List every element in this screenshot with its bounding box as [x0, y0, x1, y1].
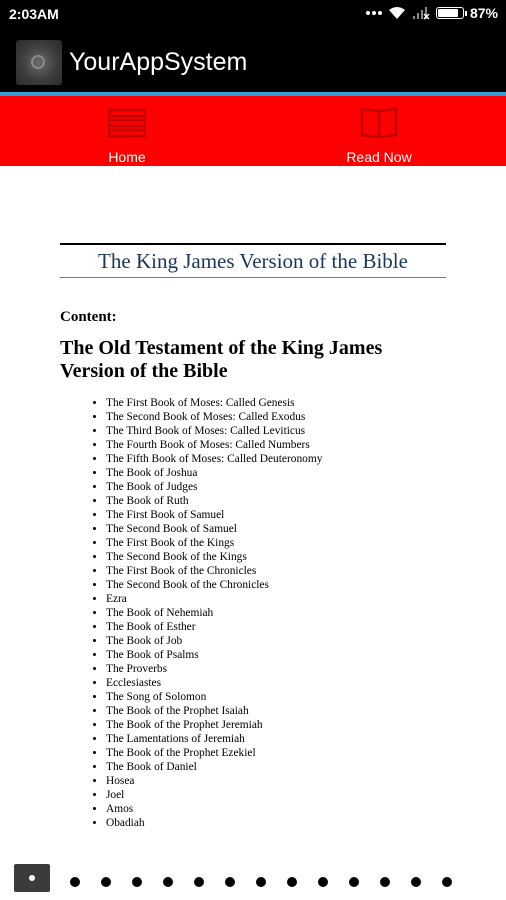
pager-dot[interactable] — [411, 877, 421, 887]
book-list — [60, 396, 446, 830]
nav-home-button[interactable] — [47, 96, 207, 166]
book-list-item[interactable]: • The Second Book of Samuel — [106, 522, 446, 536]
book-list-item[interactable]: • The Second Book of Moses: Called Exodus — [106, 410, 446, 424]
page-indicator — [0, 860, 506, 896]
status-time: 2:03AM — [9, 6, 59, 22]
book-list-item[interactable]: • The Proverbs — [106, 662, 446, 676]
book-list-item[interactable]: • Amos — [106, 802, 446, 816]
title-rule-bottom — [60, 277, 446, 278]
book-list-item[interactable]: • The First Book of the Kings — [106, 536, 446, 550]
pager-dot[interactable] — [349, 877, 359, 887]
pager-dot[interactable] — [256, 877, 266, 887]
book-list-item[interactable]: • The Book of the Prophet Jeremiah — [106, 718, 446, 732]
battery-level — [438, 9, 458, 17]
nav-read-now-button[interactable] — [299, 96, 459, 166]
book-list-item[interactable]: • The First Book of the Chronicles — [106, 564, 446, 578]
book-list-item[interactable]: • The Book of Esther — [106, 620, 446, 634]
book-list-item[interactable]: • Ecclesiastes — [106, 676, 446, 690]
book-list-item[interactable]: • Ezra — [106, 592, 446, 606]
pager-dot[interactable] — [225, 877, 235, 887]
document-title: The King James Version of the Bible — [98, 249, 408, 273]
pager-dot[interactable] — [380, 877, 390, 887]
document-content — [60, 243, 446, 830]
app-logo-icon[interactable] — [16, 40, 62, 85]
book-list-item[interactable]: • The Fourth Book of Moses: Called Numbers — [106, 438, 446, 452]
book-list-item[interactable]: • The Fifth Book of Moses: Called Deuteronomy — [106, 452, 446, 466]
book-list-item[interactable]: • The First Book of Samuel — [106, 508, 446, 522]
book-list-item[interactable]: • Obadiah — [106, 816, 446, 830]
nav-read-now-label: Read Now — [346, 149, 412, 165]
book-list-item[interactable]: • The Book of Judges — [106, 480, 446, 494]
book-list-item[interactable]: • Joel — [106, 788, 446, 802]
wifi-icon — [388, 6, 406, 20]
status-bar — [0, 0, 506, 29]
open-book-icon — [360, 107, 398, 139]
pager-dot[interactable] — [194, 877, 204, 887]
book-list-item[interactable]: • The Book of Ruth — [106, 494, 446, 508]
book-list-item[interactable]: • The Song of Solomon — [106, 690, 446, 704]
status-icons — [366, 5, 498, 21]
hamburger-icon — [108, 107, 146, 139]
pager-current-page[interactable] — [14, 864, 50, 892]
book-list-item[interactable]: • The Book of the Prophet Ezekiel — [106, 746, 446, 760]
book-list-item[interactable]: • The Second Book of the Chronicles — [106, 578, 446, 592]
book-list-item[interactable]: • The Third Book of Moses: Called Leviticus — [106, 424, 446, 438]
pager-dot[interactable] — [101, 877, 111, 887]
signal-icon — [412, 6, 430, 20]
pager-dot[interactable] — [318, 877, 328, 887]
book-list-item[interactable]: • Hosea — [106, 774, 446, 788]
battery-percent: 87% — [469, 5, 498, 21]
pager-dot[interactable] — [70, 877, 80, 887]
pager-dot[interactable] — [163, 877, 173, 887]
nav-bar — [0, 96, 506, 166]
book-list-item[interactable]: • The Book of Job — [106, 634, 446, 648]
book-list-item[interactable]: • The Book of Joshua — [106, 466, 446, 480]
pager-dot[interactable] — [442, 877, 452, 887]
book-list-item[interactable]: • The First Book of Moses: Called Genesis — [106, 396, 446, 410]
book-list-item[interactable]: • The Book of Nehemiah — [106, 606, 446, 620]
book-list-item[interactable]: • The Second Book of the Kings — [106, 550, 446, 564]
app-title: YourAppSystem — [69, 48, 248, 76]
battery-icon — [436, 7, 464, 19]
book-list-item[interactable]: • The Book of Psalms — [106, 648, 446, 662]
pager-dot[interactable] — [132, 877, 142, 887]
section-heading: The Old Testament of the King James Version of the Bible — [60, 337, 383, 382]
book-list-item[interactable]: • The Book of Daniel — [106, 760, 446, 774]
book-list-item[interactable]: • The Book of the Prophet Isaiah — [106, 704, 446, 718]
content-label: Content: — [60, 309, 117, 325]
app-bar — [0, 29, 506, 92]
pager-dot[interactable] — [287, 877, 297, 887]
nav-home-label: Home — [108, 149, 146, 165]
book-list-item[interactable]: • The Lamentations of Jeremiah — [106, 732, 446, 746]
more-dots-icon — [366, 10, 382, 16]
